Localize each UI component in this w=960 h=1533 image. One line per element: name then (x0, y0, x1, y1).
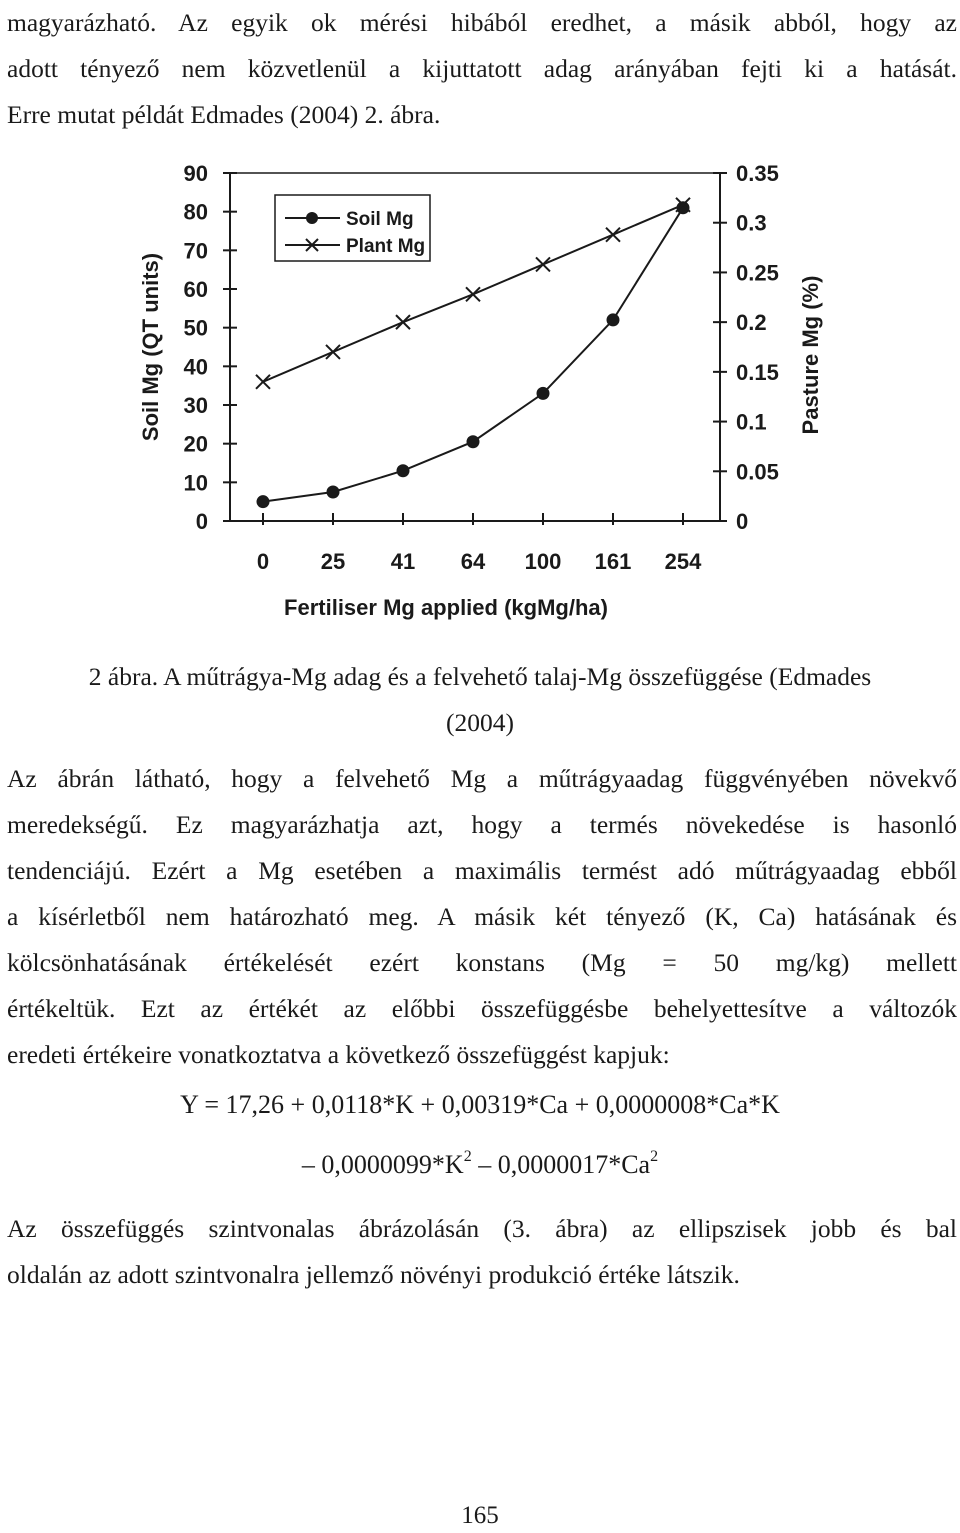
x-axis-title: Fertiliser Mg applied (kgMg/ha) (284, 595, 608, 620)
y-left-tick-label: 20 (183, 431, 208, 457)
equation-term: – 0,0000017*Ca (471, 1150, 651, 1179)
y-right-tick-label: 0.25 (736, 260, 779, 286)
caption-line: (2004) (446, 708, 514, 737)
data-point-plant-mg (536, 257, 550, 271)
y-left-tick-label: 90 (183, 161, 208, 186)
text-line: Erre mutat példát Edmades (2004) 2. ábra. (7, 100, 441, 129)
data-point-plant-mg (606, 228, 620, 242)
equation-line-2 (0, 1150, 960, 1180)
y-right-tick-label: 0.35 (736, 161, 779, 186)
data-point-soil-mg (467, 435, 480, 448)
y-left-tick-label: 80 (183, 199, 208, 225)
y-right-tick-label: 0 (736, 509, 749, 534)
x-tick-label: 41 (390, 549, 416, 574)
paragraph-bottom (7, 1206, 957, 1298)
text-line: eredeti értékeire vonatkoztatva a következő összefüggést kapjuk: (7, 1040, 670, 1069)
text-line: adott tényező nem közvetlenül a kijuttatott adag arányában fejti ki a hatását. (7, 54, 957, 83)
exponent: 2 (463, 1148, 472, 1166)
data-point-soil-mg (327, 486, 340, 499)
text-line: oldalán az adott szintvonalra jellemző növényi produkció értéke látszik. (7, 1260, 740, 1289)
data-point-plant-mg (396, 315, 410, 329)
y-left-tick-label: 30 (183, 393, 208, 418)
legend-label: Plant Mg (346, 236, 426, 257)
text-line: a kísérletből nem határozható meg. A másik két tényező (K, Ca) hatásának és (7, 902, 957, 931)
data-point-soil-mg (537, 387, 550, 400)
y-left-tick-label: 10 (183, 470, 208, 496)
data-point-plant-mg (466, 287, 480, 301)
y-left-tick-label: 0 (195, 509, 208, 534)
x-tick-label: 100 (524, 549, 562, 574)
data-point-plant-mg (256, 375, 270, 389)
equation-line-1: Y = 17,26 + 0,0118*K + 0,00319*Ca + 0,0000008*Ca*K (180, 1090, 780, 1119)
text-line: Az ábrán látható, hogy a felvehető Mg a műtrágyaadag függvényében növekvő (7, 764, 957, 793)
y-left-tick-label: 60 (183, 277, 208, 302)
paragraph-top (7, 0, 957, 138)
data-point-soil-mg (257, 495, 270, 508)
data-point-soil-mg (607, 313, 620, 326)
data-point-soil-mg (397, 464, 410, 477)
x-tick-label: 254 (664, 549, 702, 574)
y-left-tick-label: 50 (183, 315, 208, 341)
x-tick-label: 161 (594, 549, 632, 574)
soil-mg-chart (130, 155, 830, 635)
y-axis-left-title: Soil Mg (QT units) (138, 252, 163, 442)
y-right-tick-label: 0.1 (736, 409, 767, 435)
text-line: meredekségű. Ez magyarázhatja azt, hogy a termés növekedése is hasonló (7, 810, 957, 839)
y-right-tick-label: 0.05 (736, 459, 779, 485)
y-right-tick-label: 0.15 (736, 359, 779, 385)
equation-term: – 0,0000099*K (301, 1150, 464, 1179)
y-axis-right-title: Pasture Mg (%) (798, 275, 823, 435)
text-line: értékeltük. Ezt az értékét az előbbi összefüggésbe behelyettesítve a változók (7, 994, 957, 1023)
caption-line: 2 ábra. A műtrágya-Mg adag és a felvehető talaj-Mg összefüggése (Edmades (88, 662, 872, 691)
x-tick-label: 0 (256, 549, 270, 574)
y-right-tick-label: 0.2 (736, 310, 767, 336)
page-number: 165 (461, 1502, 499, 1529)
figure-caption (0, 654, 960, 746)
legend-label: Soil Mg (346, 209, 414, 230)
x-tick-label: 64 (460, 549, 486, 574)
y-right-tick-label: 0.3 (736, 210, 767, 236)
text-line: Az összefüggés szintvonalas ábrázolásán (3. ábra) az ellipszisek jobb és bal (7, 1214, 957, 1243)
text-line: kölcsönhatásának értékelését ezért konstans (Mg = 50 mg/kg) mellett (7, 948, 957, 977)
paragraph-mid (7, 756, 957, 1078)
legend-marker-soil-mg (306, 212, 318, 224)
y-left-tick-label: 40 (183, 354, 208, 380)
text-line: tendenciájú. Ezért a Mg esetében a maximális termést adó műtrágyaadag ebből (7, 856, 957, 885)
x-tick-label: 25 (320, 549, 346, 574)
data-point-plant-mg (326, 345, 340, 359)
text-line: magyarázható. Az egyik ok mérési hibából eredhet, a másik abból, hogy az (7, 8, 957, 37)
exponent: 2 (650, 1148, 659, 1166)
y-left-tick-label: 70 (183, 238, 208, 264)
